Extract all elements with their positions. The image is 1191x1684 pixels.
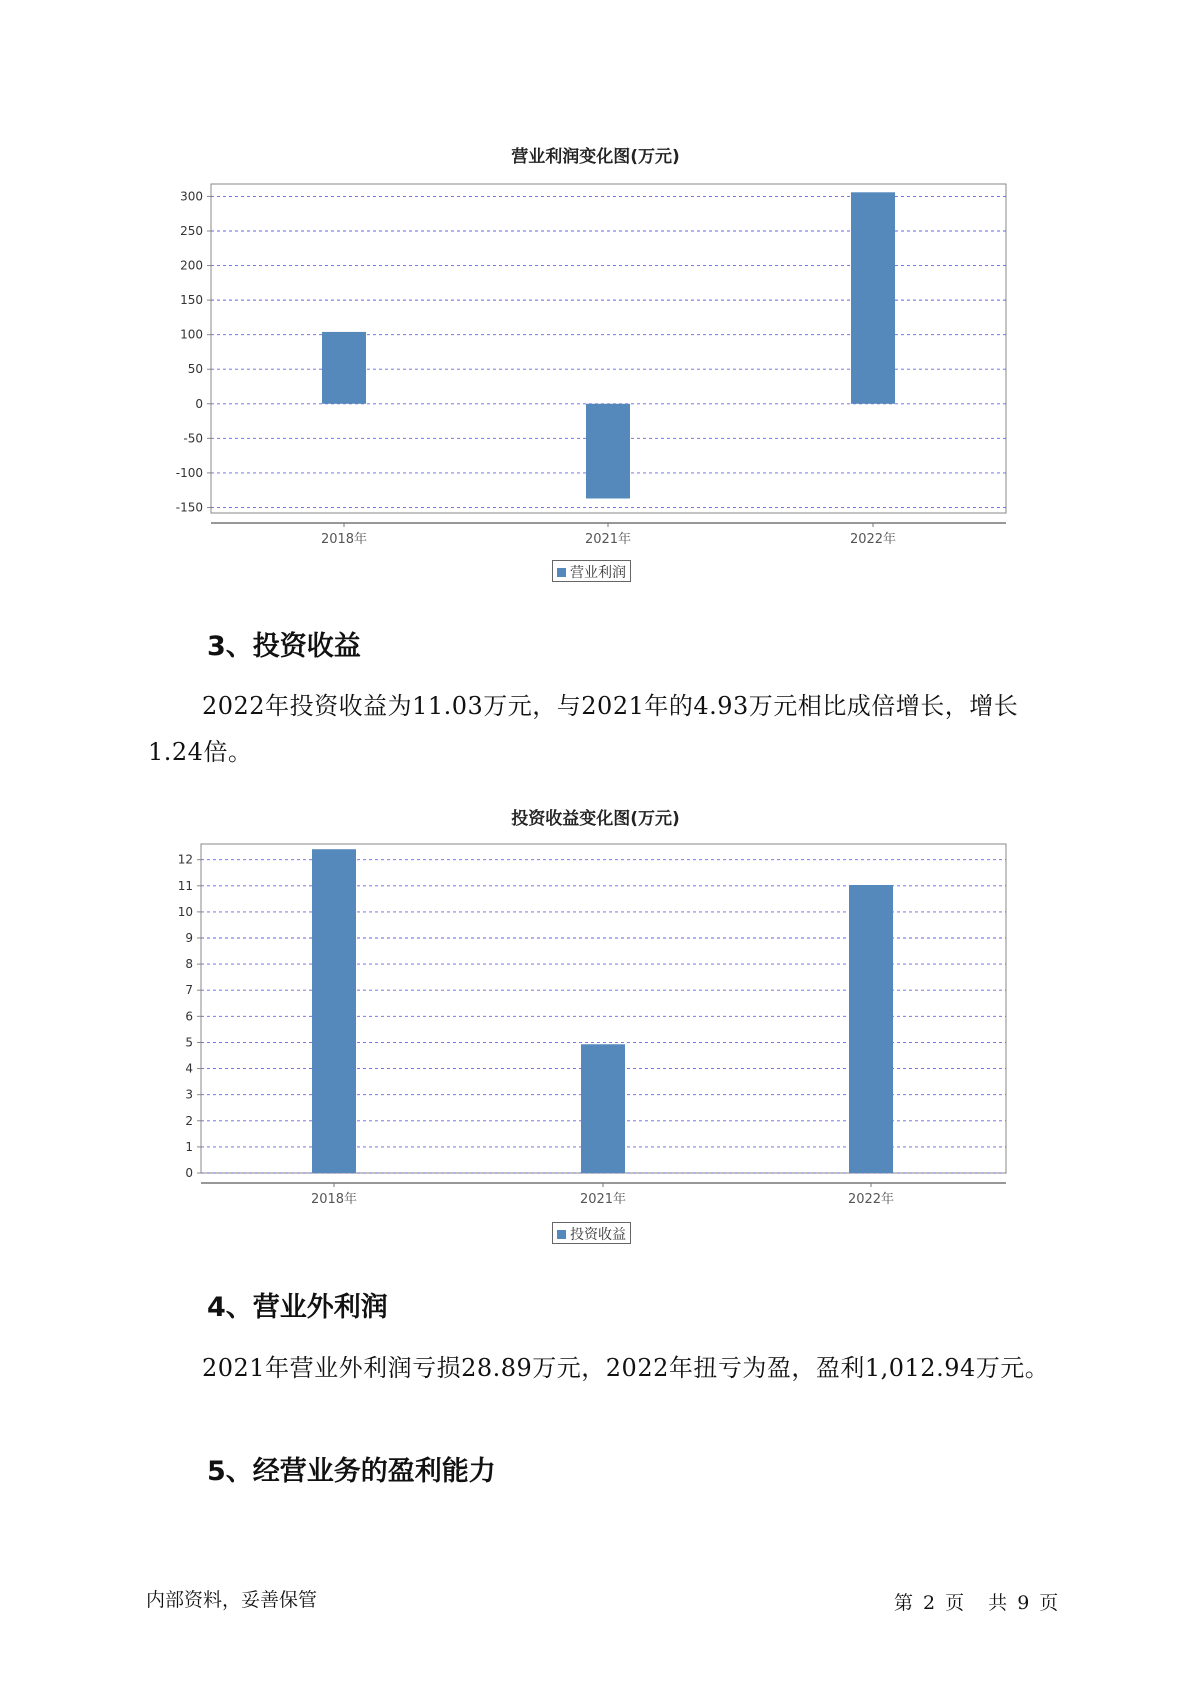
footer-confidential-note: 内部资料，妥善保管 — [146, 1589, 318, 1611]
x-tick-label: 2022年 — [847, 1192, 895, 1207]
y-tick-label: -150 — [175, 500, 203, 515]
y-tick-label: -100 — [175, 465, 203, 480]
page-prefix: 第 — [894, 1592, 914, 1614]
y-tick-label: -50 — [183, 431, 203, 446]
y-tick-label: 3 — [185, 1087, 193, 1102]
y-tick-label: 4 — [185, 1061, 193, 1076]
page-unit: 页 — [945, 1592, 965, 1614]
section-4-heading: 4、营业外利润 — [207, 1292, 388, 1323]
y-tick-label: 250 — [180, 224, 203, 238]
section-4-paragraph: 2021年营业外利润亏损28.89万元，2022年扭亏为盈，盈利1,012.94万元。 — [202, 1354, 1050, 1382]
total-unit: 页 — [1039, 1592, 1059, 1614]
y-tick-label: 9 — [185, 931, 193, 945]
y-tick-label: 10 — [177, 904, 193, 919]
section-3-heading: 3、投资收益 — [207, 631, 361, 662]
page-current: 2 — [923, 1592, 936, 1614]
section-3-paragraph: 2022年投资收益为11.03万元，与2021年的4.93万元相比成倍增长，增长1.24倍。 — [148, 692, 1019, 766]
footer-page-number — [894, 1588, 1068, 1615]
chart1-legend-label: 营业利润 — [570, 565, 626, 581]
x-tick-label: 2022年 — [849, 532, 897, 547]
y-tick-label: 6 — [185, 1009, 193, 1024]
y-tick-label: 11 — [177, 878, 193, 893]
section-5-heading: 5、经营业务的盈利能力 — [207, 1456, 496, 1487]
x-tick-label: 2018年 — [320, 532, 368, 547]
y-tick-label: 300 — [180, 189, 203, 204]
y-tick-label: 12 — [177, 852, 193, 867]
chart2-legend-label: 投资收益 — [570, 1227, 626, 1243]
chart1-title: 营业利润变化图(万元) — [511, 147, 680, 167]
chart2-legend — [552, 1222, 631, 1244]
y-tick-label: 8 — [185, 957, 193, 972]
x-tick-label: 2021年 — [579, 1192, 627, 1207]
y-tick-label: 50 — [187, 362, 203, 377]
chart2-title: 投资收益变化图(万元) — [511, 809, 680, 829]
bar-2022年 — [849, 885, 893, 1173]
y-tick-label: 0 — [185, 1166, 193, 1180]
y-tick-label: 7 — [185, 983, 193, 998]
y-tick-label: 0 — [195, 396, 203, 411]
y-tick-label: 200 — [180, 258, 203, 273]
page-total: 9 — [1017, 1592, 1030, 1614]
y-tick-label: 1 — [185, 1139, 193, 1154]
total-prefix: 共 — [988, 1592, 1008, 1614]
y-tick-label: 100 — [180, 327, 203, 342]
bar-2021年 — [581, 1044, 625, 1173]
y-tick-label: 2 — [185, 1113, 193, 1128]
legend-swatch — [557, 1230, 566, 1239]
x-tick-label: 2018年 — [310, 1192, 358, 1207]
y-tick-label: 150 — [180, 293, 203, 308]
y-tick-label: 5 — [185, 1035, 193, 1050]
x-tick-label: 2021年 — [584, 532, 632, 547]
bar-2018年 — [312, 849, 356, 1173]
